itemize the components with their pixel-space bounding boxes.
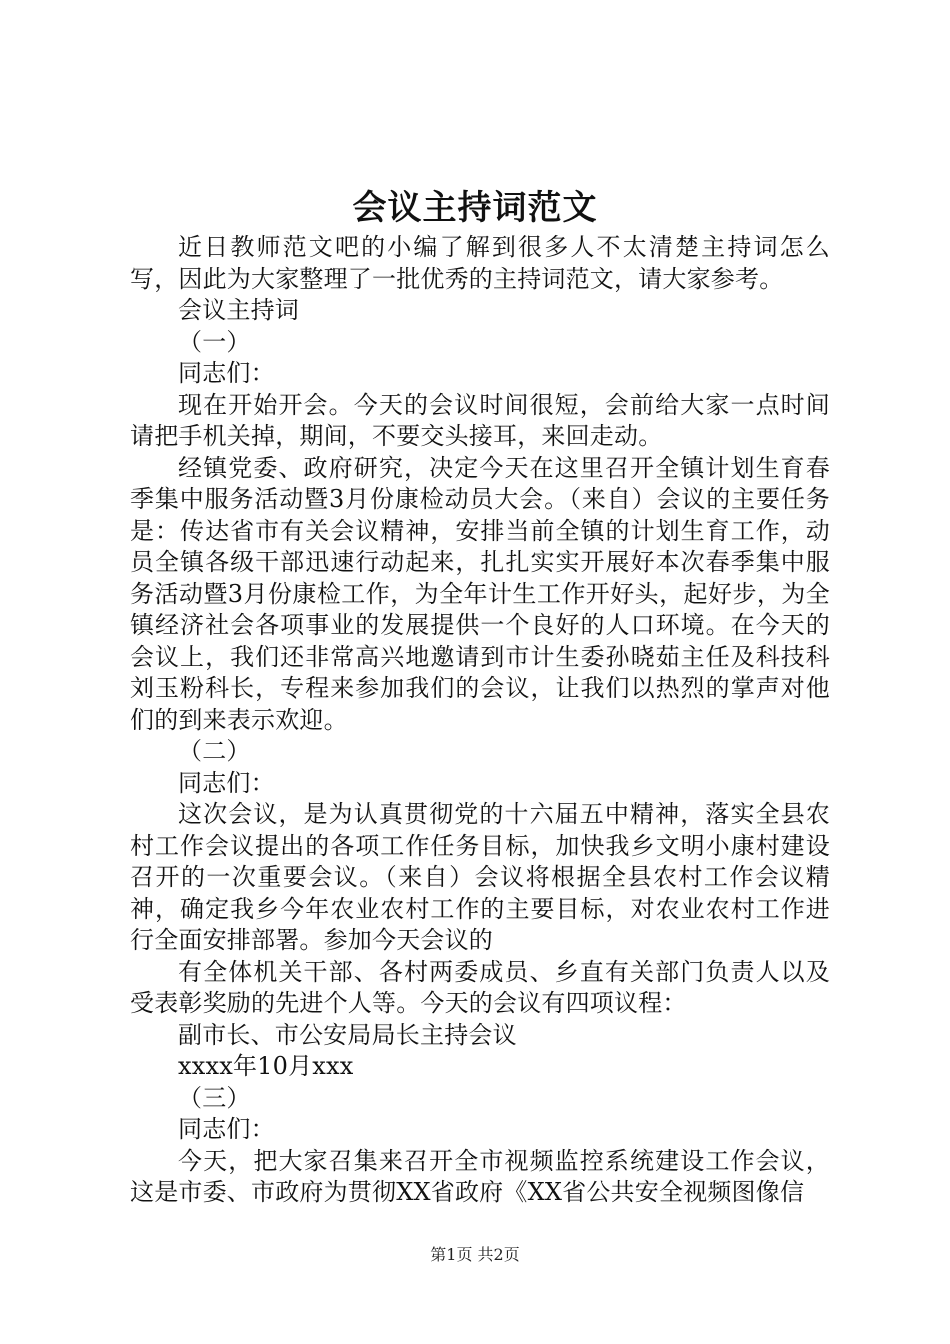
paragraph: 副市长、市公安局局长主持会议 bbox=[178, 1020, 517, 1049]
section-marker-3: （三） bbox=[178, 1083, 251, 1112]
paragraph: 今天，把大家召集来召开全市视频监控系统建设工作会议，这是市委、市政府为贯彻XX省政府《XX省公共安全视频图像信 bbox=[130, 1146, 830, 1206]
paragraph: 现在开始开会。今天的会议时间很短，会前给大家一点时间请把手机关掉，期间，不要交头接耳，来回走动。 bbox=[130, 390, 830, 450]
paragraph-intro: 近日教师范文吧的小编了解到很多人不太清楚主持词怎么写，因此为大家整理了一批优秀的主持词范文，请大家参考。 bbox=[130, 233, 830, 293]
salutation: 同志们： bbox=[178, 359, 275, 387]
salutation: 同志们： bbox=[178, 768, 275, 797]
paragraph: 这次会议，是为认真贯彻党的十六届五中精神，落实全县农村工作会议提出的各项工作任务目标，加快我乡文明小康村建设召开的一次重要会议。（来自）会议将根据全县农村工作会议精神，确定我乡今年农业农村工作的主要目标，对农业农村工作进行全面安排部署。参加今天会议的 bbox=[130, 800, 830, 954]
section-marker-2: （二） bbox=[178, 737, 251, 765]
page-footer: 第1页 共2页 bbox=[430, 1245, 520, 1264]
date-line: xxxx年10月xxx bbox=[178, 1052, 354, 1080]
section-marker-1: （一） bbox=[178, 327, 251, 356]
salutation: 同志们： bbox=[178, 1115, 275, 1143]
document-body bbox=[130, 232, 830, 1209]
paragraph: 经镇党委、政府研究，决定今天在这里召开全镇计划生育春季集中服务活动暨3月份康检动员大会。（来自）会议的主要任务是：传达省市有关会议精神，安排当前全镇的计划生育工作，动员全镇各级干部迅速行动起来，扎扎实实开展好本次春季集中服务活动暨3月份康检工作，为全年计生工作开好头，起好步，为全镇经济社会各项事业的发展提供一个良好的人口环境。在今天的会议上，我们还非常高兴地邀请到市计生委孙晓茹主任及科技科刘玉粉科长，专程来参加我们的会议，让我们以热烈的掌声对他们的到来表示欢迎。 bbox=[130, 453, 830, 734]
paragraph: 有全体机关干部、各村两委成员、乡直有关部门负责人以及受表彰奖励的先进个人等。今天的会议有四项议程： bbox=[130, 957, 830, 1017]
document-title: 会议主持词范文 bbox=[352, 188, 598, 228]
paragraph-heading: 会议主持词 bbox=[178, 296, 299, 324]
